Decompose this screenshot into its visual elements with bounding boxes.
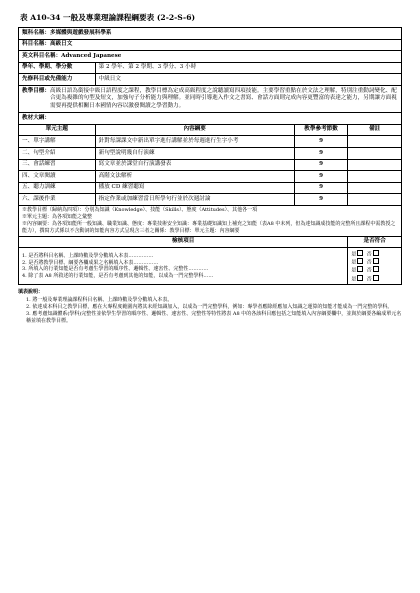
checklist-header-row [19, 236, 402, 248]
row-unit: 五、聽力訓練 [19, 182, 96, 194]
row-hours: 9 [294, 159, 348, 171]
row-hours: 9 [294, 136, 348, 148]
note-line: ※教學目標（歸納為四項）：分別為知識（Knowledge）、技能（Skills）、態度（Attitudes）、其他各一項 [22, 207, 258, 214]
row-content: 針對每課課文中新出單字進行講解並於每週進行生字小考 [95, 136, 294, 148]
yes-checkbox[interactable] [357, 275, 363, 281]
table-row [19, 136, 402, 148]
no-checkbox[interactable] [373, 250, 379, 256]
group-value: 多媒體與遊戲發展科學系 [49, 29, 112, 36]
checklist-block [19, 248, 402, 285]
row-content: 高階文法解析 [95, 171, 294, 183]
table-row [19, 159, 402, 171]
row-unit: 三、會話練習 [19, 159, 96, 171]
row-hours: 9 [294, 171, 348, 183]
outline-label: 教材大綱： [19, 113, 402, 125]
row-hours: 9 [294, 194, 348, 206]
course-en-value: Advanced Japanese [61, 52, 122, 59]
goal-text: 高級日語為銜接中級日語程度之課程，教學目標為定成高級程度之說聽讀寫四項技能。主要學習重點在於文法之理解，特別注重動詞變化、配合更為複雜的句型及短文，加強句子分析能力與理解。並同時引導進入作文之書寫、會話方面則完成內容更豐富的表達之能力，另期讓方面視需要再提供相關日本國情內容以激發閱讀之學習動力。 [49, 87, 397, 109]
row-note [348, 159, 402, 171]
checklist-answer: 是 否 [351, 266, 398, 274]
course-en-label: 英文科目名稱： [22, 52, 62, 59]
row-unit: 二、句型介紹 [19, 148, 96, 160]
instruction-item: 2. 依達成本科目之教學目標，應在大專程度範圍內將其未經知識加入，以成為一門完整學科，例如：專學者應除經應加入知識之運算的知能才能成為一門完整的學科。 [26, 303, 393, 310]
row-note [348, 171, 402, 183]
instruction-item: 1. 將一般及專業理論課程科目名稱、上課時數及學分數填入本表。 [26, 296, 173, 303]
row-unit: 一、單字講解 [19, 136, 96, 148]
instructions-heading: 填表說明： [18, 289, 44, 296]
outline-label-row [19, 113, 402, 125]
checklist-item: 1. 是否將科目名稱、上課時數及學分數填入本表…………… [22, 252, 154, 259]
group-label: 類科名稱： [22, 29, 50, 36]
row-content: 播放 CD 練習聽寫 [95, 182, 294, 194]
course-cn-row [19, 39, 402, 51]
row-note [348, 148, 402, 160]
goal-label: 教學目標： [22, 87, 50, 94]
checklist-answer: 是 否 [351, 258, 398, 266]
row-note [348, 136, 402, 148]
yes-checkbox[interactable] [357, 258, 363, 264]
checklist-header-item: 檢核項目 [19, 236, 348, 248]
yes-checkbox[interactable] [357, 250, 363, 256]
term-value: 第 2 學年、第 2 學期、3 學分、3 小時 [95, 62, 401, 74]
prereq-value: 中級日文 [95, 74, 401, 86]
goal-row [19, 85, 402, 113]
row-note [348, 194, 402, 206]
row-content: 寫文章並於課堂自行演講發表 [95, 159, 294, 171]
course-cn-label: 科目名稱： [22, 41, 50, 48]
row-hours: 9 [294, 182, 348, 194]
header-unit: 單元主題 [19, 124, 96, 136]
outline-header-row [19, 124, 402, 136]
document-title: 表 A10-34 一般及專業理論課程綱要表 (2-2-S-6) [20, 13, 196, 22]
row-note [348, 182, 402, 194]
course-en-row [19, 51, 402, 63]
term-row [19, 62, 402, 74]
course-cn-value: 高級日文 [49, 41, 73, 48]
instructions [18, 289, 402, 325]
yes-checkbox[interactable] [357, 266, 363, 272]
table-row [19, 148, 402, 160]
header-hours: 教學參考節數 [294, 124, 348, 136]
no-checkbox[interactable] [373, 258, 379, 264]
notes-row [19, 205, 402, 236]
document-page [18, 12, 402, 326]
prereq-label: 先修科目或先備能力 [19, 74, 96, 86]
group-row [19, 28, 402, 40]
row-hours: 9 [294, 148, 348, 160]
term-label: 學年、學期、學分數 [19, 62, 96, 74]
no-checkbox[interactable] [373, 266, 379, 272]
no-checkbox[interactable] [373, 275, 379, 281]
row-unit: 六、課後作業 [19, 194, 96, 206]
checklist-item: 2. 是否將教學目標、綱要各欄成果之名稱填入本表…………… [22, 259, 159, 266]
table-row [19, 194, 402, 206]
table-row [19, 171, 402, 183]
prereq-row [19, 74, 402, 86]
course-outline-table [18, 27, 402, 285]
checklist-header-ok: 是否符合 [348, 236, 402, 248]
checklist-item: 4. 除了表 A8 所敘述的行業知能，是否有考慮到其他的知能，以成為一門完整學科…… [22, 273, 214, 280]
header-content: 內容綱要 [95, 124, 294, 136]
checklist-item: 3. 所填入的行業知能是否有考慮生學習的順序性、邏輯性、速害性、完整性………… [22, 266, 209, 273]
note-line: ※單元主題：為各項知能之彙整 [22, 214, 93, 220]
checklist-answer: 是 否 [351, 275, 398, 283]
checklist-answer: 是 否 [351, 250, 398, 258]
table-row [19, 182, 402, 194]
row-content: 新句型說明幾自行演練 [95, 148, 294, 160]
row-unit: 四、文章閱讀 [19, 171, 96, 183]
note-line: ※內容綱要：為各項知能所一般知識、職業知識、態度：專業技術安全知識：專業基礎知識知上補充之知能（表A8 中未列，但為達知識成技能的完整所且課程中需教授之能力），撰寫方式係以不含動詞的知能內容方式呈現含三者之關係：教學目標：單元主題：內容綱要 [22, 220, 396, 234]
instruction-item: 3. 應考慮知識體系(學科)完整性並依學生學習的順序性、邏輯性、速害性、完整性等特性將表 A8 中的各該科目應包括之知能填入內容綱要欄中，並與於綱要各編成單元名稱並填在教學目標。 [26, 311, 402, 325]
header-note: 備註 [348, 124, 402, 136]
row-content: 指定作業或加練習當日所學句行並於次週討論 [95, 194, 294, 206]
